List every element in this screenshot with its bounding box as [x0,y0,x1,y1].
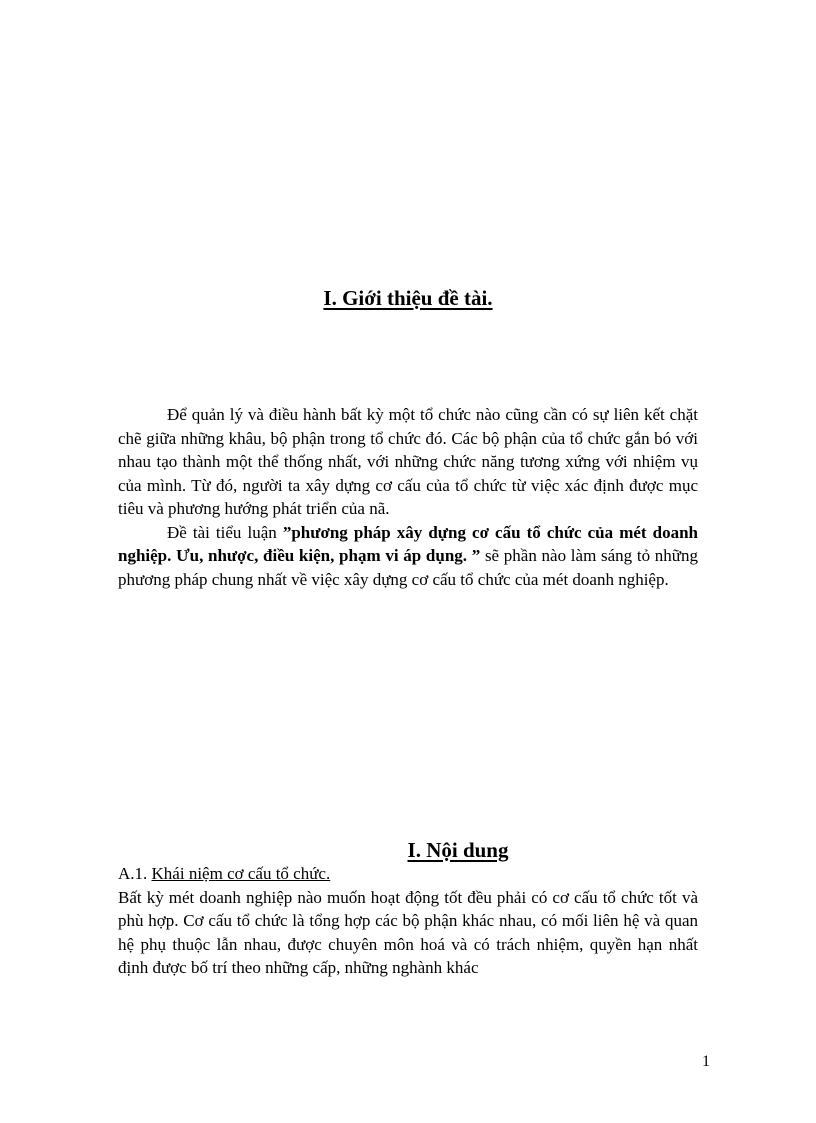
subsection-heading [118,862,698,886]
intro-text-block [118,403,698,591]
content-section-heading: I. Nội dung [407,838,509,862]
intro-paragraph-2 [118,521,698,592]
content-paragraph: Bất kỳ mét doanh nghiệp nào muốn hoạt động tốt đều phải có cơ cấu tổ chức tốt và phù hợp. Cơ cấu tổ chức là tổng hợp các bộ phận khác nhau, có mối liên hệ và quan hệ phụ thuộc lẫn nhau, được chuyên môn hoá và có trách nhiệm, quyền hạn nhất định được bố trí theo những cấp, những nghành khác [118,887,698,977]
thesis-title-bold: ”phương pháp xây dựng cơ cấu tổ chức của mét doanh nghiệp. Ưu, nhược, điều kiện, phạm vi áp dụng. ” [118,522,698,565]
content-text-block [118,862,698,980]
page-number: 1 [702,1053,710,1070]
subsection-number: A.1. [118,864,152,883]
intro-paragraph-2-tail: sẽ phần nào làm sáng tỏ những phương pháp chung nhất về việc xây dựng cơ cấu tổ chức của mét doanh nghiệp. [118,546,698,589]
intro-paragraph-1: Để quản lý và điều hành bất kỳ một tổ chức nào cũng cần có sự liên kết chặt chẽ giữa những khâu, bộ phận trong tổ chức đó. Các bộ phận của tổ chức gắn bó với nhau tạo thành một thể thống nhất, với những chức năng tương xứng với nhiệm vụ của mình. Từ đó, người ta xây dựng cơ cấu của tổ chức từ việc xác định được mục tiêu và phương hướng phát triển của nã. [118,405,698,518]
intro-paragraph-2-lead: Đề tài tiểu luận [167,522,283,542]
intro-section-heading: I. Giới thiệu đề tài. [323,286,493,310]
subsection-title: Khái niệm cơ cấu tổ chức. [151,864,331,883]
